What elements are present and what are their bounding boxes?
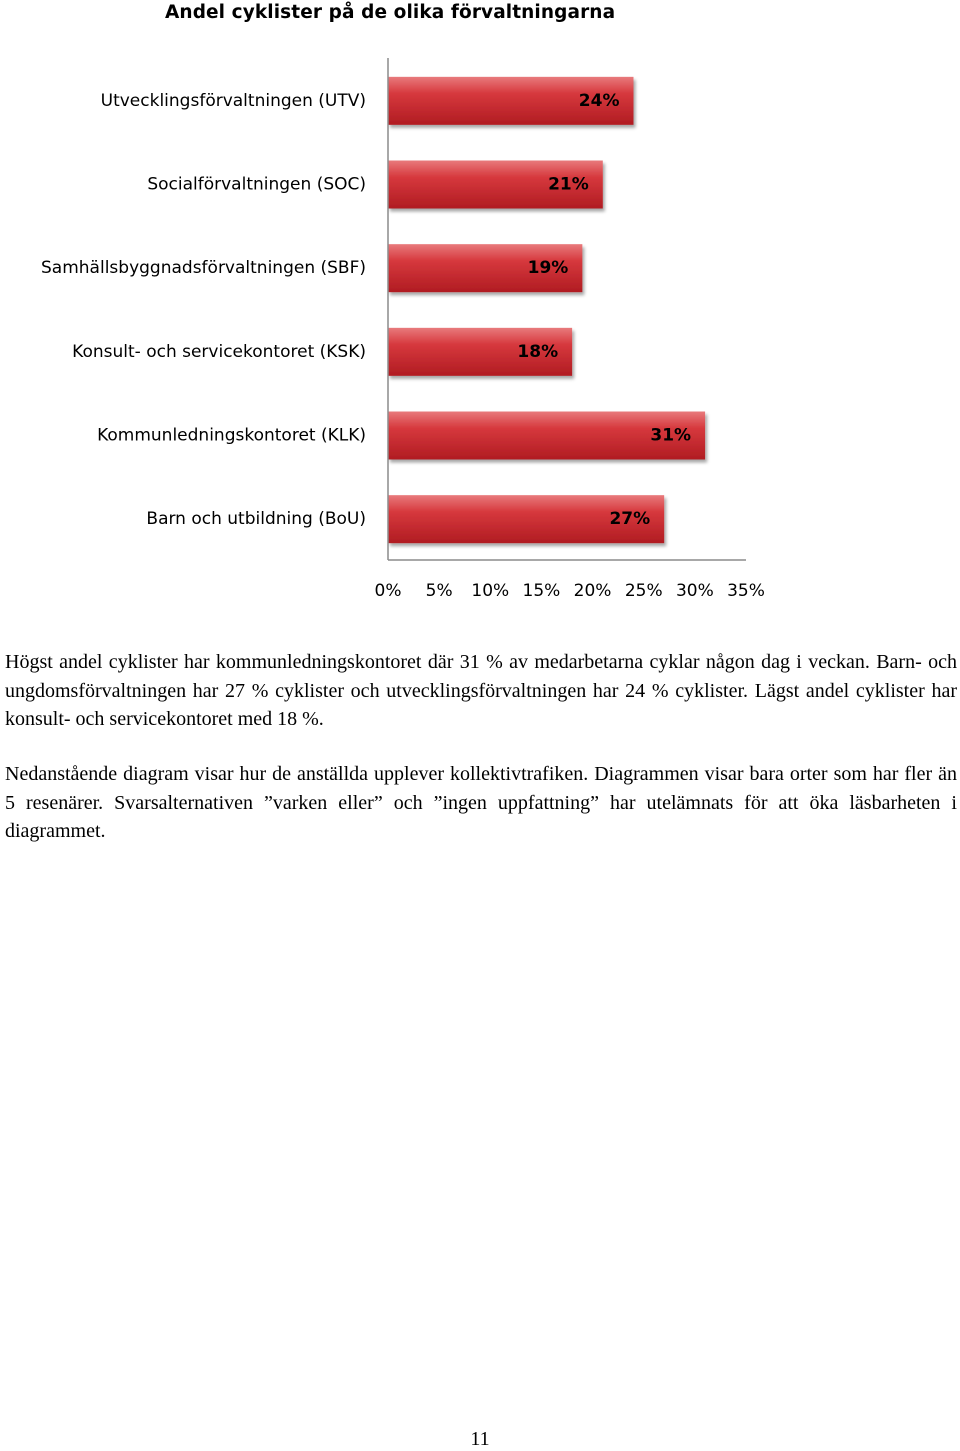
- x-tick-label: 10%: [471, 581, 510, 601]
- bar-value-label: 18%: [517, 341, 559, 362]
- x-tick-label: 5%: [425, 581, 453, 601]
- x-tick-label: 20%: [573, 581, 612, 601]
- bar-value-label: 21%: [548, 174, 589, 195]
- bar-value-label: 27%: [609, 509, 651, 530]
- x-tick-label: 15%: [522, 581, 561, 601]
- bar-value-label: 19%: [527, 258, 569, 279]
- x-tick-label: 0%: [374, 581, 402, 601]
- x-tick-label: 25%: [624, 581, 663, 601]
- category-label: Barn och utbildning (BoU): [146, 509, 366, 530]
- bar-chart: [0, 0, 960, 610]
- category-label: Samhällsbyggnadsförvaltningen (SBF): [41, 258, 366, 279]
- category-label: Socialförvaltningen (SOC): [147, 174, 366, 195]
- paragraph-cyclists-summary: Högst andel cyklister har kommunledningskontoret där 31 % av medarbetarna cyklar någon dag i veckan. Barn- och ungdomsförvaltningen har 27 % cyklister och utvecklingsförvaltningen har 24 % cyklister. Lägst andel cyklister har konsult- och servicekontoret med 18 %.: [5, 651, 957, 730]
- chart-title: Andel cyklister på de olika förvaltningarna: [165, 2, 616, 23]
- page-number: 11: [470, 1428, 490, 1450]
- paragraph-public-transport-intro: Nedanstående diagram visar hur de anställda upplever kollektivtrafiken. Diagrammen visar bara orter som har fler än 5 resenärer. Svarsalternativen ”varken eller” och ”ingen uppfattning” har utelämnats för att öka läsbarheten i diagrammet.: [5, 763, 957, 842]
- category-label: Kommunledningskontoret (KLK): [97, 425, 366, 446]
- x-tick-label: 30%: [675, 581, 714, 601]
- category-label: Utvecklingsförvaltningen (UTV): [100, 90, 366, 111]
- bar-value-label: 24%: [578, 90, 620, 111]
- bar-value-label: 31%: [650, 425, 692, 446]
- x-tick-label: 35%: [727, 581, 765, 601]
- category-label: Konsult- och servicekontoret (KSK): [72, 341, 366, 362]
- chart-plot: [0, 0, 960, 610]
